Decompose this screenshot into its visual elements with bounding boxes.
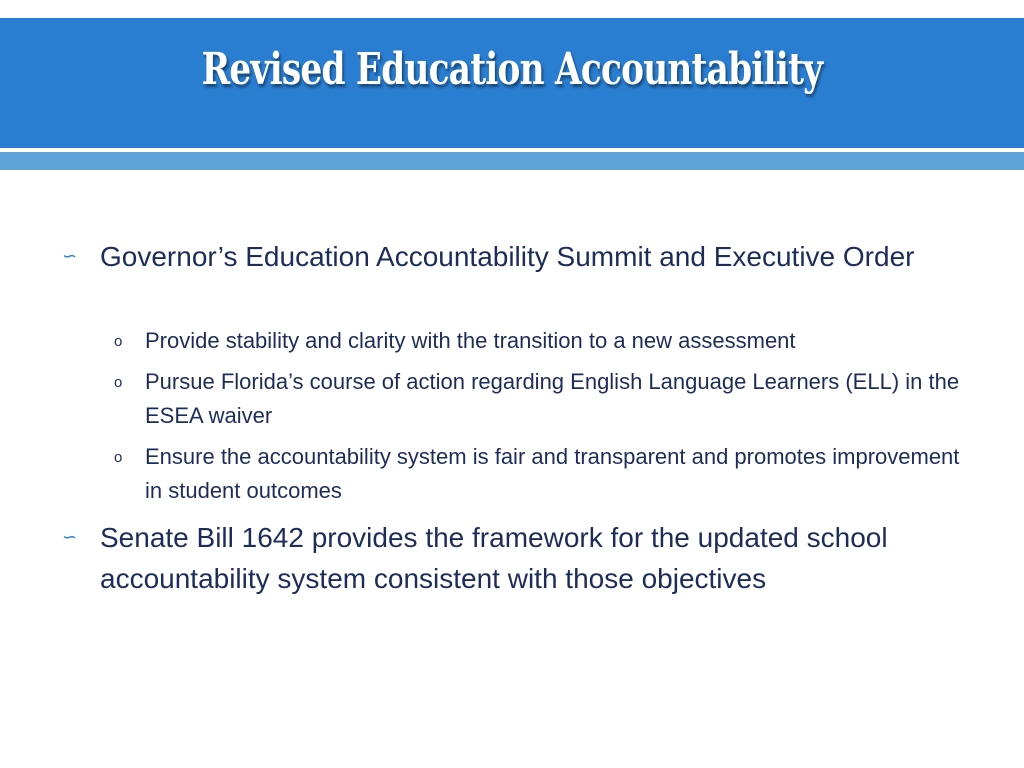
bullet-governor-summit [62,236,970,277]
bullet-text: Senate Bill 1642 provides the framework for the updated school accountability system consistent with those objectives [100,522,888,594]
bullet-marker-icon: ∽ [62,527,78,547]
slide-title: Revised Education Accountability [201,44,823,95]
sub-bullet-ell [114,365,965,433]
sub-bullet-marker-icon: o [114,449,123,466]
bullet-text: Governor’s Education Accountability Summit and Executive Order [100,241,915,272]
bullet-senate-bill [62,517,970,599]
sub-bullet-fair-transparent [114,440,965,508]
sub-bullet-text: Provide stability and clarity with the transition to a new assessment [145,328,796,353]
sub-bullet-text: Ensure the accountability system is fair and transparent and promotes improvement in student outcomes [145,444,960,503]
sub-bullet-marker-icon: o [114,374,123,391]
sub-bullet-text: Pursue Florida’s course of action regarding English Language Learners (ELL) in the ESEA waiver [145,369,960,428]
bullet-marker-icon: ∽ [62,246,78,266]
sub-bullet-stability [114,324,965,358]
sub-bullet-marker-icon: o [114,333,123,350]
